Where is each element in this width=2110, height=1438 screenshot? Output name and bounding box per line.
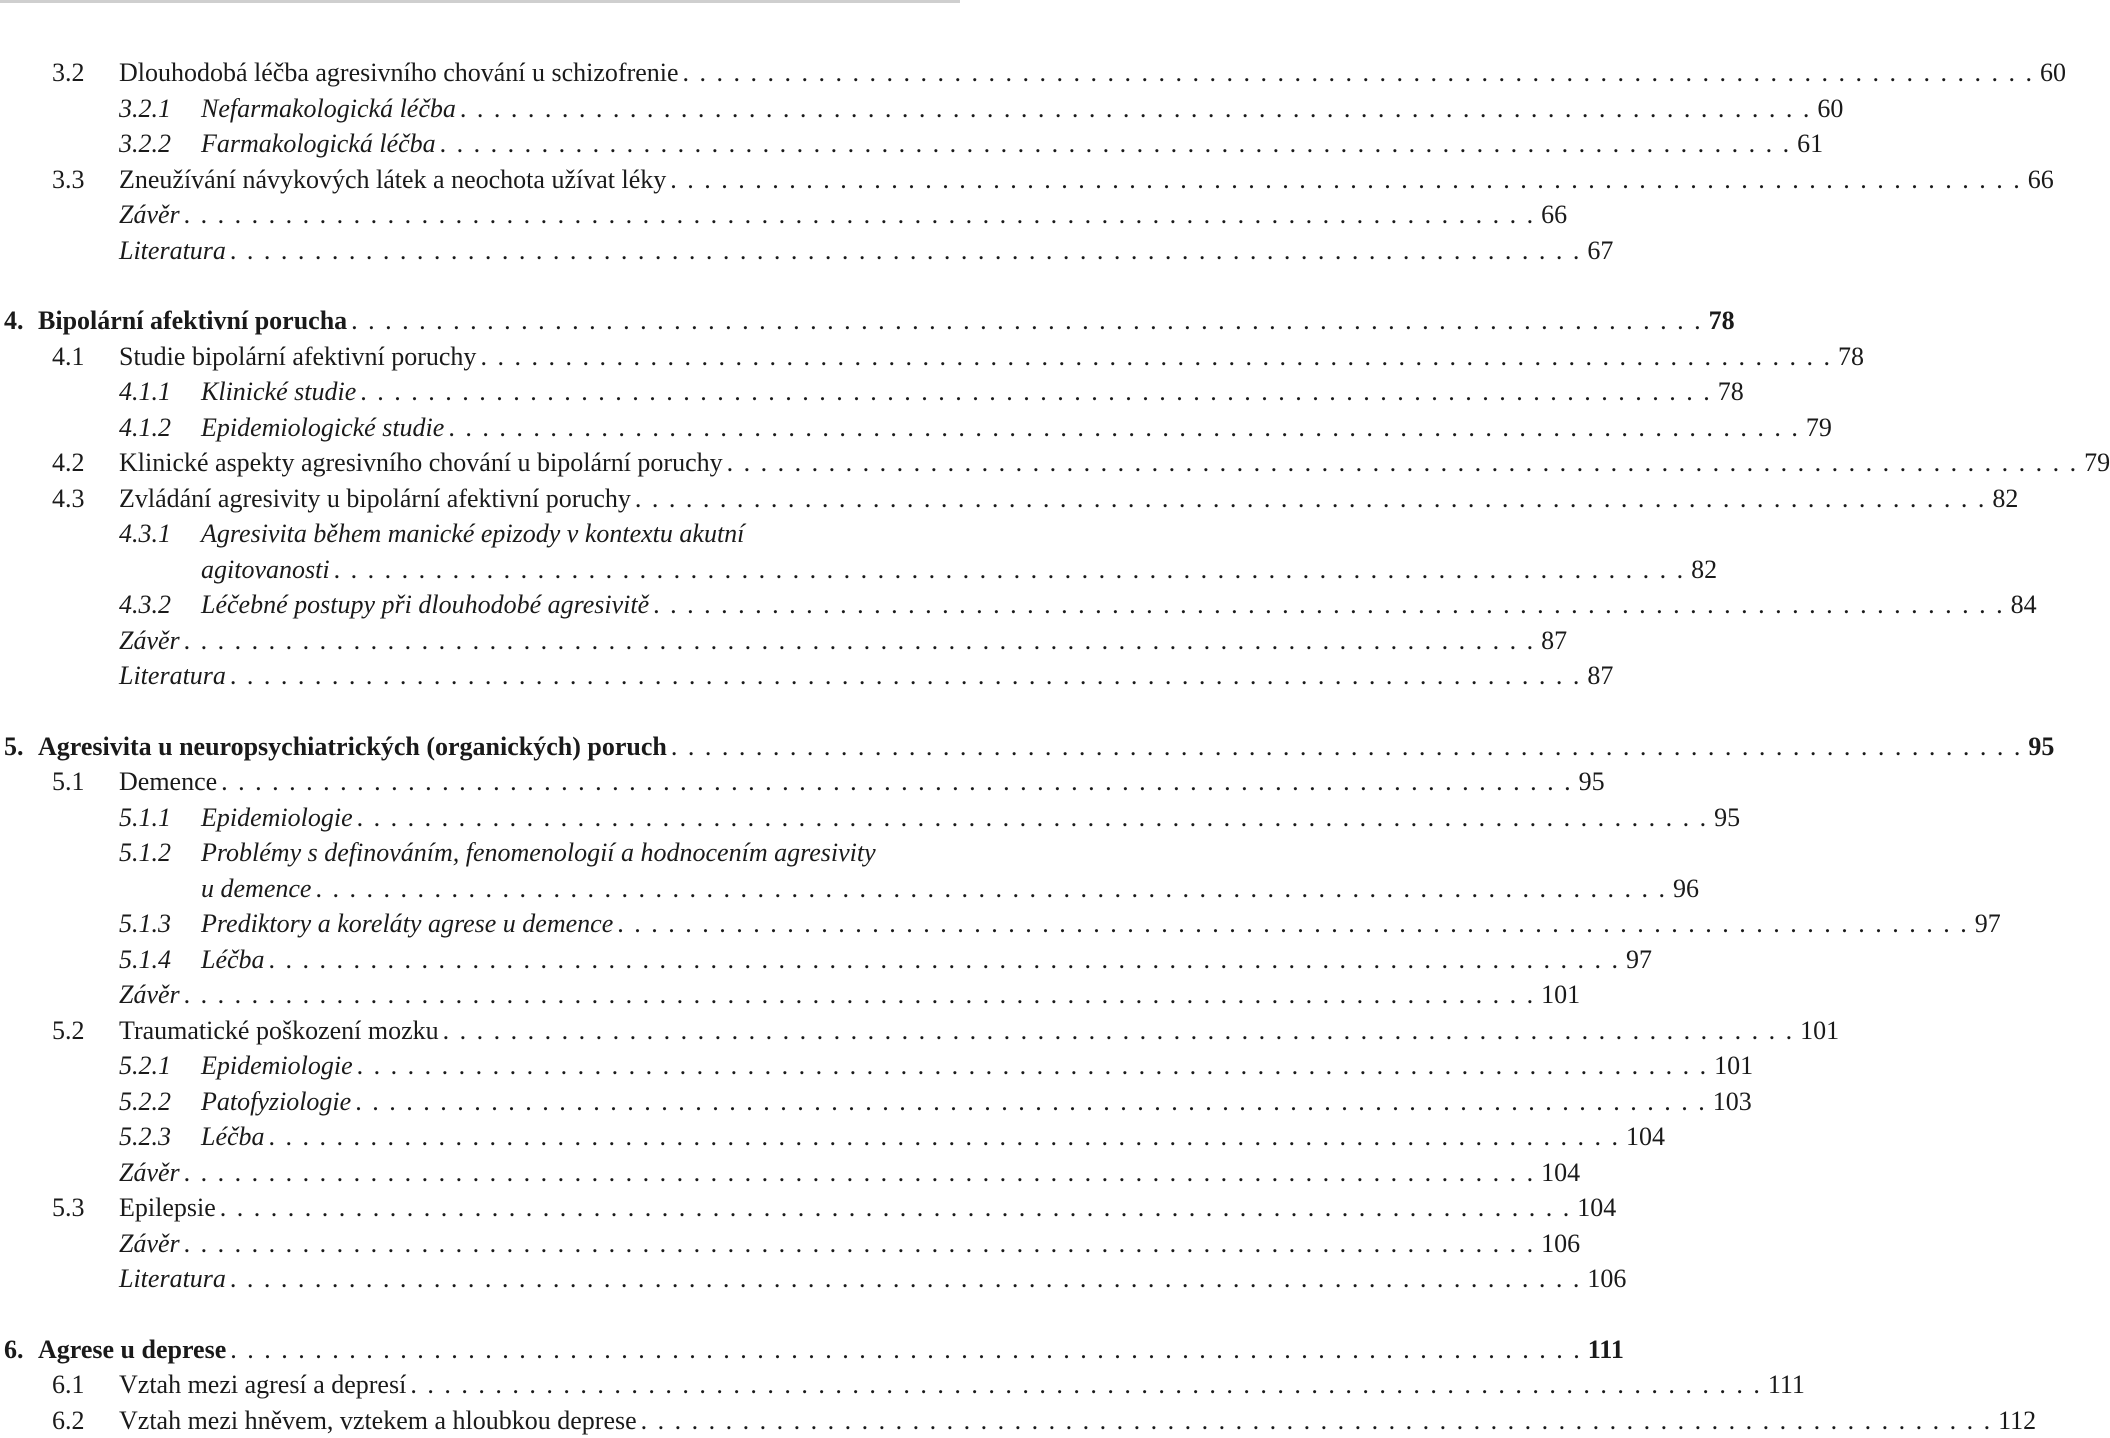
toc-entry[interactable]: [0, 942, 960, 978]
toc-entry-title: Závěr: [119, 1155, 184, 1191]
dot-leader: . . . . . . . . . . . . . . . . . . . . . . . . . . . . . . . . . . . . . . . . . . . . . . . . . . . . . . . . . . . . . . . . . . . . . . . . . . . . . . . .: [617, 906, 1969, 942]
toc-entry[interactable]: [0, 1367, 960, 1403]
toc-entry[interactable]: [0, 871, 960, 907]
toc-entry[interactable]: [0, 729, 960, 765]
toc-entry-line: [119, 197, 960, 233]
toc-entry-page: 79: [2078, 445, 2110, 481]
toc-entry-title: Agresivita u neuropsychiatrických (organických) poruch: [38, 729, 671, 765]
toc-entry-line: [201, 1084, 960, 1120]
toc-entry[interactable]: [0, 1084, 960, 1120]
toc-entry-page: 96: [1667, 871, 1699, 907]
toc-entry[interactable]: [0, 1048, 960, 1084]
toc-entry[interactable]: [0, 126, 960, 162]
toc-entry-title: Epidemiologie: [201, 1048, 357, 1084]
toc-entry-page: 104: [1620, 1119, 1665, 1155]
toc-entry[interactable]: [0, 1013, 960, 1049]
toc-entry-line: [119, 764, 960, 800]
toc-entry-page: 78: [1703, 303, 1735, 339]
toc-entry-line: [119, 481, 960, 517]
dot-leader: . . . . . . . . . . . . . . . . . . . . . . . . . . . . . . . . . . . . . . . . . . . . . . . . . . . . . . . . . . . . . . . . . . . . . . . . . . . . . . . .: [269, 1119, 1621, 1155]
toc-entry-line: [201, 1119, 960, 1155]
toc-entry-title: u demence: [201, 871, 315, 907]
toc-entry-page: 95: [1708, 800, 1740, 836]
toc-entry-title: Literatura: [119, 233, 230, 269]
dot-leader: . . . . . . . . . . . . . . . . . . . . . . . . . . . . . . . . . . . . . . . . . . . . . . . . . . . . . . . . . . . . . . . . . . . . . . . . . . . . . . . .: [184, 197, 1536, 233]
toc-entry-title: Epilepsie: [119, 1190, 220, 1226]
top-rule: [0, 0, 960, 3]
toc-entry-title: Bipolární afektivní porucha: [38, 303, 351, 339]
toc-entry-page: 111: [1582, 1332, 1624, 1368]
dot-leader: . . . . . . . . . . . . . . . . . . . . . . . . . . . . . . . . . . . . . . . . . . . . . . . . . . . . . . . . . . . . . . . . . . . . . . . . . . . . . . . .: [480, 339, 1832, 375]
toc-entry-page: 79: [1800, 410, 1832, 446]
dot-leader: . . . . . . . . . . . . . . . . . . . . . . . . . . . . . . . . . . . . . . . . . . . . . . . . . . . . . . . . . . . . . . . . . . . . . . . . . . . . . . . .: [460, 91, 1812, 127]
toc-entry-line: [119, 55, 960, 91]
toc-entry-title: Epidemiologické studie: [201, 410, 448, 446]
toc-entry-line: [38, 729, 960, 765]
toc-entry-line: [201, 410, 960, 446]
toc-entry-page: 78: [1832, 339, 1864, 375]
toc-entry[interactable]: [0, 162, 960, 198]
toc-entry-number: 5.2.3: [119, 1119, 171, 1155]
dot-leader: . . . . . . . . . . . . . . . . . . . . . . . . . . . . . . . . . . . . . . . . . . . . . . . . . . . . . . . . . . . . . . . . . . . . . . . . . . . . . . . .: [230, 1261, 1582, 1297]
toc-entry-line: [119, 1261, 960, 1297]
toc-entry-title: Epidemiologie: [201, 800, 357, 836]
toc-entry-number: 3.2.1: [119, 91, 171, 127]
toc-entry-page: 103: [1707, 1084, 1752, 1120]
dot-leader: . . . . . . . . . . . . . . . . . . . . . . . . . . . . . . . . . . . . . . . . . . . . . . . . . . . . . . . . . . . . . . . . . . . . . . . . . . . . . . . .: [220, 1190, 1572, 1226]
toc-entry-line: [38, 303, 960, 339]
toc-entry[interactable]: [0, 91, 960, 127]
toc-entry-number: 5.2: [52, 1013, 85, 1049]
dot-leader: . . . . . . . . . . . . . . . . . . . . . . . . . . . . . . . . . . . . . . . . . . . . . . . . . . . . . . . . . . . . . . . . . . . . . . . . . . . . . . . .: [184, 1155, 1536, 1191]
toc-entry[interactable]: [0, 481, 960, 517]
dot-leader: . . . . . . . . . . . . . . . . . . . . . . . . . . . . . . . . . . . . . . . . . . . . . . . . . . . . . . . . . . . . . . . . . . . . . . . . . . . . . . . .: [635, 481, 1987, 517]
toc-entry-line: [201, 1048, 960, 1084]
toc-entry-number: 3.2.2: [119, 126, 171, 162]
toc-entry-title: Studie bipolární afektivní poruchy: [119, 339, 480, 375]
toc-entry[interactable]: [0, 658, 960, 694]
toc-entry-page: 97: [1620, 942, 1652, 978]
toc-entry-title: Literatura: [119, 1261, 230, 1297]
toc-entry-page: 112: [1992, 1403, 2036, 1438]
toc-entry-title: Klinické studie: [201, 374, 360, 410]
dot-leader: . . . . . . . . . . . . . . . . . . . . . . . . . . . . . . . . . . . . . . . . . . . . . . . . . . . . . . . . . . . . . . . . . . . . . . . . . . . . . . . .: [683, 55, 2035, 91]
toc-entry-title: Literatura: [119, 658, 230, 694]
toc-entry-title: Zneužívání návykových látek a neochota užívat léky: [119, 162, 670, 198]
toc-entry[interactable]: [0, 1190, 960, 1226]
toc-entry-line: [201, 906, 960, 942]
dot-leader: . . . . . . . . . . . . . . . . . . . . . . . . . . . . . . . . . . . . . . . . . . . . . . . . . . . . . . . . . . . . . . . . . . . . . . . . . . . . . . . .: [727, 445, 2079, 481]
toc-entry-line: [38, 1332, 960, 1368]
toc-entry-page: 106: [1535, 1226, 1580, 1262]
dot-leader: . . . . . . . . . . . . . . . . . . . . . . . . . . . . . . . . . . . . . . . . . . . . . . . . . . . . . . . . . . . . . . . . . . . . . . . . . . . . . . . .: [334, 552, 1686, 588]
toc-entry-number: 5.1.1: [119, 800, 171, 836]
toc-entry-title: Demence: [119, 764, 221, 800]
toc-entry-line: [201, 871, 960, 907]
toc-entry[interactable]: [0, 1226, 960, 1262]
toc-entry-number: 4.3: [52, 481, 85, 517]
toc-entry-title: Dlouhodobá léčba agresivního chování u schizofrenie: [119, 55, 683, 91]
toc-entry-title: Nefarmakologická léčba: [201, 91, 460, 127]
toc-entry[interactable]: [0, 800, 960, 836]
toc-entry-title: Zvládání agresivity u bipolární afektivní poruchy: [119, 481, 635, 517]
toc-entry-number: 6.2: [52, 1403, 85, 1438]
toc-entry-line: [201, 587, 960, 623]
dot-leader: . . . . . . . . . . . . . . . . . . . . . . . . . . . . . . . . . . . . . . . . . . . . . . . . . . . . . . . . . . . . . . . . . . . . . . . . . . . . . . . .: [230, 658, 1582, 694]
toc-entry[interactable]: [0, 516, 960, 552]
toc-entry-page: 60: [1811, 91, 1843, 127]
toc-entry-page: 78: [1712, 374, 1744, 410]
toc-entry-title: Vztah mezi hněvem, vztekem a hloubkou deprese: [119, 1403, 641, 1438]
toc-entry-page: 66: [1535, 197, 1567, 233]
dot-leader: . . . . . . . . . . . . . . . . . . . . . . . . . . . . . . . . . . . . . . . . . . . . . . . . . . . . . . . . . . . . . . . . . . . . . . . . . . . . . . . .: [410, 1367, 1762, 1403]
toc-entry-page: 61: [1791, 126, 1823, 162]
toc-entry-title: agitovanosti: [201, 552, 334, 588]
toc-entry-page: 95: [1573, 764, 1605, 800]
toc-entry-page: 66: [2022, 162, 2054, 198]
toc-entry-line: [201, 374, 960, 410]
toc-entry-title: Agrese u deprese: [38, 1332, 230, 1368]
toc-entry-line: [119, 623, 960, 659]
toc-entry-line: [201, 126, 960, 162]
dot-leader: . . . . . . . . . . . . . . . . . . . . . . . . . . . . . . . . . . . . . . . . . . . . . . . . . . . . . . . . . . . . . . . . . . . . . . . . . . . . . . . .: [653, 587, 2005, 623]
toc-entry-line: [119, 1190, 960, 1226]
dot-leader: . . . . . . . . . . . . . . . . . . . . . . . . . . . . . . . . . . . . . . . . . . . . . . . . . . . . . . . . . . . . . . . . . . . . . . . . . . . . . . . .: [357, 1048, 1709, 1084]
toc-entry-title: Farmakologická léčba: [201, 126, 440, 162]
toc-entry-page: 82: [1685, 552, 1717, 588]
toc-entry[interactable]: [0, 1261, 960, 1297]
toc-entry-title: Léčebné postupy při dlouhodobé agresivitě: [201, 587, 653, 623]
toc-entry[interactable]: [0, 1403, 960, 1438]
toc-entry-page: 84: [2005, 587, 2037, 623]
dot-leader: . . . . . . . . . . . . . . . . . . . . . . . . . . . . . . . . . . . . . . . . . . . . . . . . . . . . . . . . . . . . . . . . . . . . . . . . . . . . . . . .: [641, 1403, 1993, 1438]
toc-entry-line: [201, 800, 960, 836]
toc-entry-title: Závěr: [119, 197, 184, 233]
toc-entry-number: 4.3.2: [119, 587, 171, 623]
toc-entry[interactable]: [0, 552, 960, 588]
toc-entry-line: [119, 1155, 960, 1191]
toc-entry[interactable]: [0, 303, 960, 339]
dot-leader: . . . . . . . . . . . . . . . . . . . . . . . . . . . . . . . . . . . . . . . . . . . . . . . . . . . . . . . . . . . . . . . . . . . . . . . . . . . . . . . .: [355, 1084, 1707, 1120]
dot-leader: . . . . . . . . . . . . . . . . . . . . . . . . . . . . . . . . . . . . . . . . . . . . . . . . . . . . . . . . . . . . . . . . . . . . . . . . . . . . . . . .: [184, 977, 1536, 1013]
toc-entry-number: 5.1.2: [119, 835, 171, 871]
toc-entry-page: 101: [1535, 977, 1580, 1013]
toc-entry-number: 5.1.4: [119, 942, 171, 978]
dot-leader: . . . . . . . . . . . . . . . . . . . . . . . . . . . . . . . . . . . . . . . . . . . . . . . . . . . . . . . . . . . . . . . . . . . . . . . . . . . . . . . .: [360, 374, 1712, 410]
toc-entry[interactable]: [0, 587, 960, 623]
toc-entry-title: Léčba: [201, 1119, 269, 1155]
dot-leader: . . . . . . . . . . . . . . . . . . . . . . . . . . . . . . . . . . . . . . . . . . . . . . . . . . . . . . . . . . . . . . . . . . . . . . . . . . . . . . . .: [351, 303, 1703, 339]
toc-entry-title: Traumatické poškození mozku: [119, 1013, 443, 1049]
toc-entry[interactable]: [0, 410, 960, 446]
dot-leader: . . . . . . . . . . . . . . . . . . . . . . . . . . . . . . . . . . . . . . . . . . . . . . . . . . . . . . . . . . . . . . . . . . . . . . . . . . . . . . . .: [670, 162, 2022, 198]
toc-entry[interactable]: [0, 764, 960, 800]
dot-leader: . . . . . . . . . . . . . . . . . . . . . . . . . . . . . . . . . . . . . . . . . . . . . . . . . . . . . . . . . . . . . . . . . . . . . . . . . . . . . . . .: [221, 764, 1573, 800]
toc-entry-title: Závěr: [119, 623, 184, 659]
toc-entry[interactable]: [0, 1119, 960, 1155]
toc-entry-page: 111: [1762, 1367, 1805, 1403]
dot-leader: . . . . . . . . . . . . . . . . . . . . . . . . . . . . . . . . . . . . . . . . . . . . . . . . . . . . . . . . . . . . . . . . . . . . . . . . . . . . . . . .: [184, 623, 1536, 659]
toc-entry-line: [201, 835, 960, 871]
toc-entry-page: 106: [1581, 1261, 1626, 1297]
toc-entry-page: 104: [1571, 1190, 1616, 1226]
toc-entry[interactable]: [0, 197, 960, 233]
dot-leader: . . . . . . . . . . . . . . . . . . . . . . . . . . . . . . . . . . . . . . . . . . . . . . . . . . . . . . . . . . . . . . . . . . . . . . . . . . . . . . . .: [230, 1332, 1582, 1368]
toc-entry-line: [201, 91, 960, 127]
toc-entry-page: 101: [1794, 1013, 1839, 1049]
toc-entry[interactable]: [0, 977, 960, 1013]
dot-leader: . . . . . . . . . . . . . . . . . . . . . . . . . . . . . . . . . . . . . . . . . . . . . . . . . . . . . . . . . . . . . . . . . . . . . . . . . . . . . . . .: [448, 410, 1800, 446]
toc-entry-page: 60: [2034, 55, 2066, 91]
toc-entry-number: 4.1: [52, 339, 85, 375]
toc-entry[interactable]: [0, 835, 960, 871]
toc-entry-page: 101: [1708, 1048, 1753, 1084]
toc-entry-number: 4.1.1: [119, 374, 171, 410]
toc-entry-title: Problémy s definováním, fenomenologií a hodnocením agresivity: [201, 835, 880, 871]
toc-entry[interactable]: [0, 374, 960, 410]
toc-entry-line: [119, 658, 960, 694]
dot-leader: . . . . . . . . . . . . . . . . . . . . . . . . . . . . . . . . . . . . . . . . . . . . . . . . . . . . . . . . . . . . . . . . . . . . . . . . . . . . . . . .: [230, 233, 1582, 269]
toc-entry-number: 6.: [4, 1332, 24, 1368]
toc-entry-title: Vztah mezi agresí a depresí: [119, 1367, 410, 1403]
toc-entry-number: 5.2.1: [119, 1048, 171, 1084]
toc-entry-page: 95: [2022, 729, 2054, 765]
toc-entry[interactable]: [0, 445, 960, 481]
toc-entry-number: 6.1: [52, 1367, 85, 1403]
dot-leader: . . . . . . . . . . . . . . . . . . . . . . . . . . . . . . . . . . . . . . . . . . . . . . . . . . . . . . . . . . . . . . . . . . . . . . . . . . . . . . . .: [357, 800, 1709, 836]
dot-leader: . . . . . . . . . . . . . . . . . . . . . . . . . . . . . . . . . . . . . . . . . . . . . . . . . . . . . . . . . . . . . . . . . . . . . . . . . . . . . . . .: [440, 126, 1792, 162]
toc-entry-title: Klinické aspekty agresivního chování u bipolární poruchy: [119, 445, 727, 481]
table-of-contents: [0, 55, 960, 1438]
toc-entry-page: 97: [1969, 906, 2001, 942]
toc-entry-number: 5.3: [52, 1190, 85, 1226]
toc-entry-page: 87: [1581, 658, 1613, 694]
toc-entry-line: [119, 977, 960, 1013]
dot-leader: . . . . . . . . . . . . . . . . . . . . . . . . . . . . . . . . . . . . . . . . . . . . . . . . . . . . . . . . . . . . . . . . . . . . . . . . . . . . . . . .: [671, 729, 2023, 765]
toc-entry-number: 4.: [4, 303, 24, 339]
toc-entry-number: 5.2.2: [119, 1084, 171, 1120]
toc-entry-line: [119, 1013, 960, 1049]
toc-entry-title: Léčba: [201, 942, 269, 978]
toc-entry-title: Závěr: [119, 977, 184, 1013]
toc-entry-title: Agresivita během manické epizody v kontextu akutní: [201, 516, 748, 552]
toc-entry[interactable]: [0, 623, 960, 659]
toc-entry-line: [119, 1367, 960, 1403]
toc-entry-page: 104: [1535, 1155, 1580, 1191]
toc-entry[interactable]: [0, 233, 960, 269]
toc-entry-title: Patofyziologie: [201, 1084, 355, 1120]
toc-entry-page: 67: [1581, 233, 1613, 269]
toc-entry-line: [201, 552, 960, 588]
toc-entry-number: 3.2: [52, 55, 85, 91]
toc-entry-title: Závěr: [119, 1226, 184, 1262]
toc-entry-line: [119, 1226, 960, 1262]
dot-leader: . . . . . . . . . . . . . . . . . . . . . . . . . . . . . . . . . . . . . . . . . . . . . . . . . . . . . . . . . . . . . . . . . . . . . . . . . . . . . . . .: [269, 942, 1621, 978]
toc-entry-number: 5.: [4, 729, 24, 765]
toc-entry[interactable]: [0, 1332, 960, 1368]
toc-entry[interactable]: [0, 55, 960, 91]
toc-entry-page: 87: [1535, 623, 1567, 659]
toc-entry-line: [119, 1403, 960, 1438]
toc-entry[interactable]: [0, 339, 960, 375]
toc-entry[interactable]: [0, 906, 960, 942]
dot-leader: . . . . . . . . . . . . . . . . . . . . . . . . . . . . . . . . . . . . . . . . . . . . . . . . . . . . . . . . . . . . . . . . . . . . . . . . . . . . . . . .: [184, 1226, 1536, 1262]
toc-entry-number: 4.3.1: [119, 516, 171, 552]
toc-entry-line: [201, 942, 960, 978]
dot-leader: . . . . . . . . . . . . . . . . . . . . . . . . . . . . . . . . . . . . . . . . . . . . . . . . . . . . . . . . . . . . . . . . . . . . . . . . . . . . . . . .: [443, 1013, 1795, 1049]
toc-entry-number: 5.1.3: [119, 906, 171, 942]
dot-leader: . . . . . . . . . . . . . . . . . . . . . . . . . . . . . . . . . . . . . . . . . . . . . . . . . . . . . . . . . . . . . . . . . . . . . . . . . . . . . . . .: [315, 871, 1667, 907]
toc-entry-page: 82: [1986, 481, 2018, 517]
toc-entry-line: [119, 339, 960, 375]
toc-entry-number: 4.2: [52, 445, 85, 481]
toc-entry-number: 3.3: [52, 162, 85, 198]
toc-entry-line: [119, 162, 960, 198]
toc-entry-number: 4.1.2: [119, 410, 171, 446]
toc-entry[interactable]: [0, 1155, 960, 1191]
toc-entry-number: 5.1: [52, 764, 85, 800]
toc-entry-line: [201, 516, 960, 552]
toc-entry-line: [119, 233, 960, 269]
toc-entry-line: [119, 445, 960, 481]
toc-entry-title: Prediktory a koreláty agrese u demence: [201, 906, 617, 942]
